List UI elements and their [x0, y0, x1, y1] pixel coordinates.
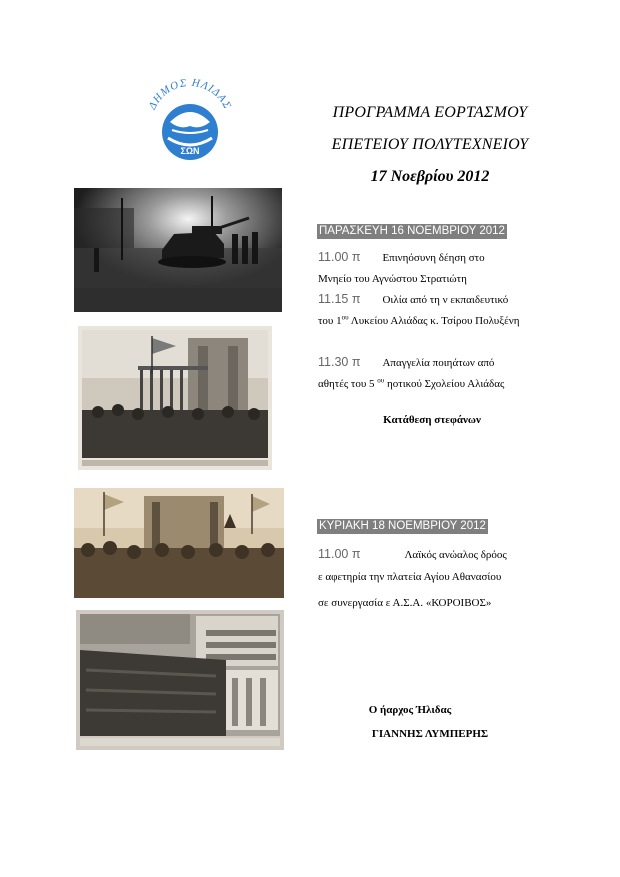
photo-aerial-crowd [76, 610, 284, 750]
photo-tank-night [74, 188, 282, 312]
wreath-laying: Κατάθεση στεφάνων [383, 414, 481, 426]
event-detail-cont: Λυκείου Αλιάδας κ. Τσίρου Πολυξένη [348, 315, 520, 327]
sunday-start-point: ε αφετηρία την πλατεία Αγίου Αθανασίου [318, 571, 502, 583]
friday-header: ΠΑΡΑΣΚΕΥΗ 16 ΝΟΕΜΒΡΙΟΥ 2012 [319, 225, 505, 237]
event-title: Οιλία από τη ν εκπαιδευτικό [382, 294, 509, 306]
event-time: 11.30 π [318, 355, 361, 369]
municipality-logo-icon [142, 72, 238, 168]
ordinal-superscript: ου [341, 313, 349, 322]
logo-mark-bottom: ΣΩΝ [180, 146, 200, 156]
mayor-role: Ο ήαρχος Ήλιδας [368, 704, 452, 716]
event-detail-cont: ηοτικού Σχολείου Αλιάδας [384, 378, 505, 390]
friday-event-1 [318, 247, 546, 290]
sunday-collaboration: σε συνεργασία ε Α.Σ.Α. «ΚΟΡΟΙΒΟΣ» [318, 597, 492, 609]
program-title: ΠΡΟΓΡΑΜΜΑ ΕΟΡΤΑΣΜΟΥ [332, 104, 528, 121]
ordinal-superscript: ου [377, 376, 385, 385]
event-title: Απαγγελία ποιηάτων από [382, 357, 495, 369]
event-time: 11.15 π [318, 292, 361, 306]
logo-arc-text: ΔΗΜΟΣ ΗΛΙΔΑΣ [146, 76, 234, 112]
event-detail: αθητές του 5 [318, 378, 378, 390]
sunday-header: ΚΥΡΙΑΚΗ 18 ΝΟΕΜΒΡΙΟΥ 2012 [319, 520, 486, 532]
sunday-event [318, 544, 554, 566]
photo-gate-sepia [74, 488, 284, 598]
municipality-logo [142, 72, 238, 168]
friday-event-3 [318, 352, 546, 395]
photo-gate-crowd [78, 326, 272, 470]
event-time: 11.00 π [318, 250, 361, 264]
event-title: Επινηόσυνη δέηση στο [382, 252, 485, 264]
logo-mark-top: ΑΓ [183, 114, 197, 125]
event-time: 11.00 π [318, 547, 361, 561]
event-detail: του 1 [318, 315, 342, 327]
friday-event-2 [318, 289, 546, 332]
mayor-name: ΓΙΑΝΝΗΣ ΛΥΜΠΕΡΗΣ [371, 728, 489, 740]
event-detail: Μνηείο του Αγνώστου Στρατιώτη [318, 273, 467, 285]
program-subtitle: ΕΠΕΤΕΙΟΥ ΠΟΛΥΤΕΧΝΕΙΟΥ [331, 136, 529, 153]
event-title: Λαϊκός ανώαλος δρόος [404, 549, 507, 561]
program-date: 17 Νοεβρίου 2012 [370, 168, 490, 185]
